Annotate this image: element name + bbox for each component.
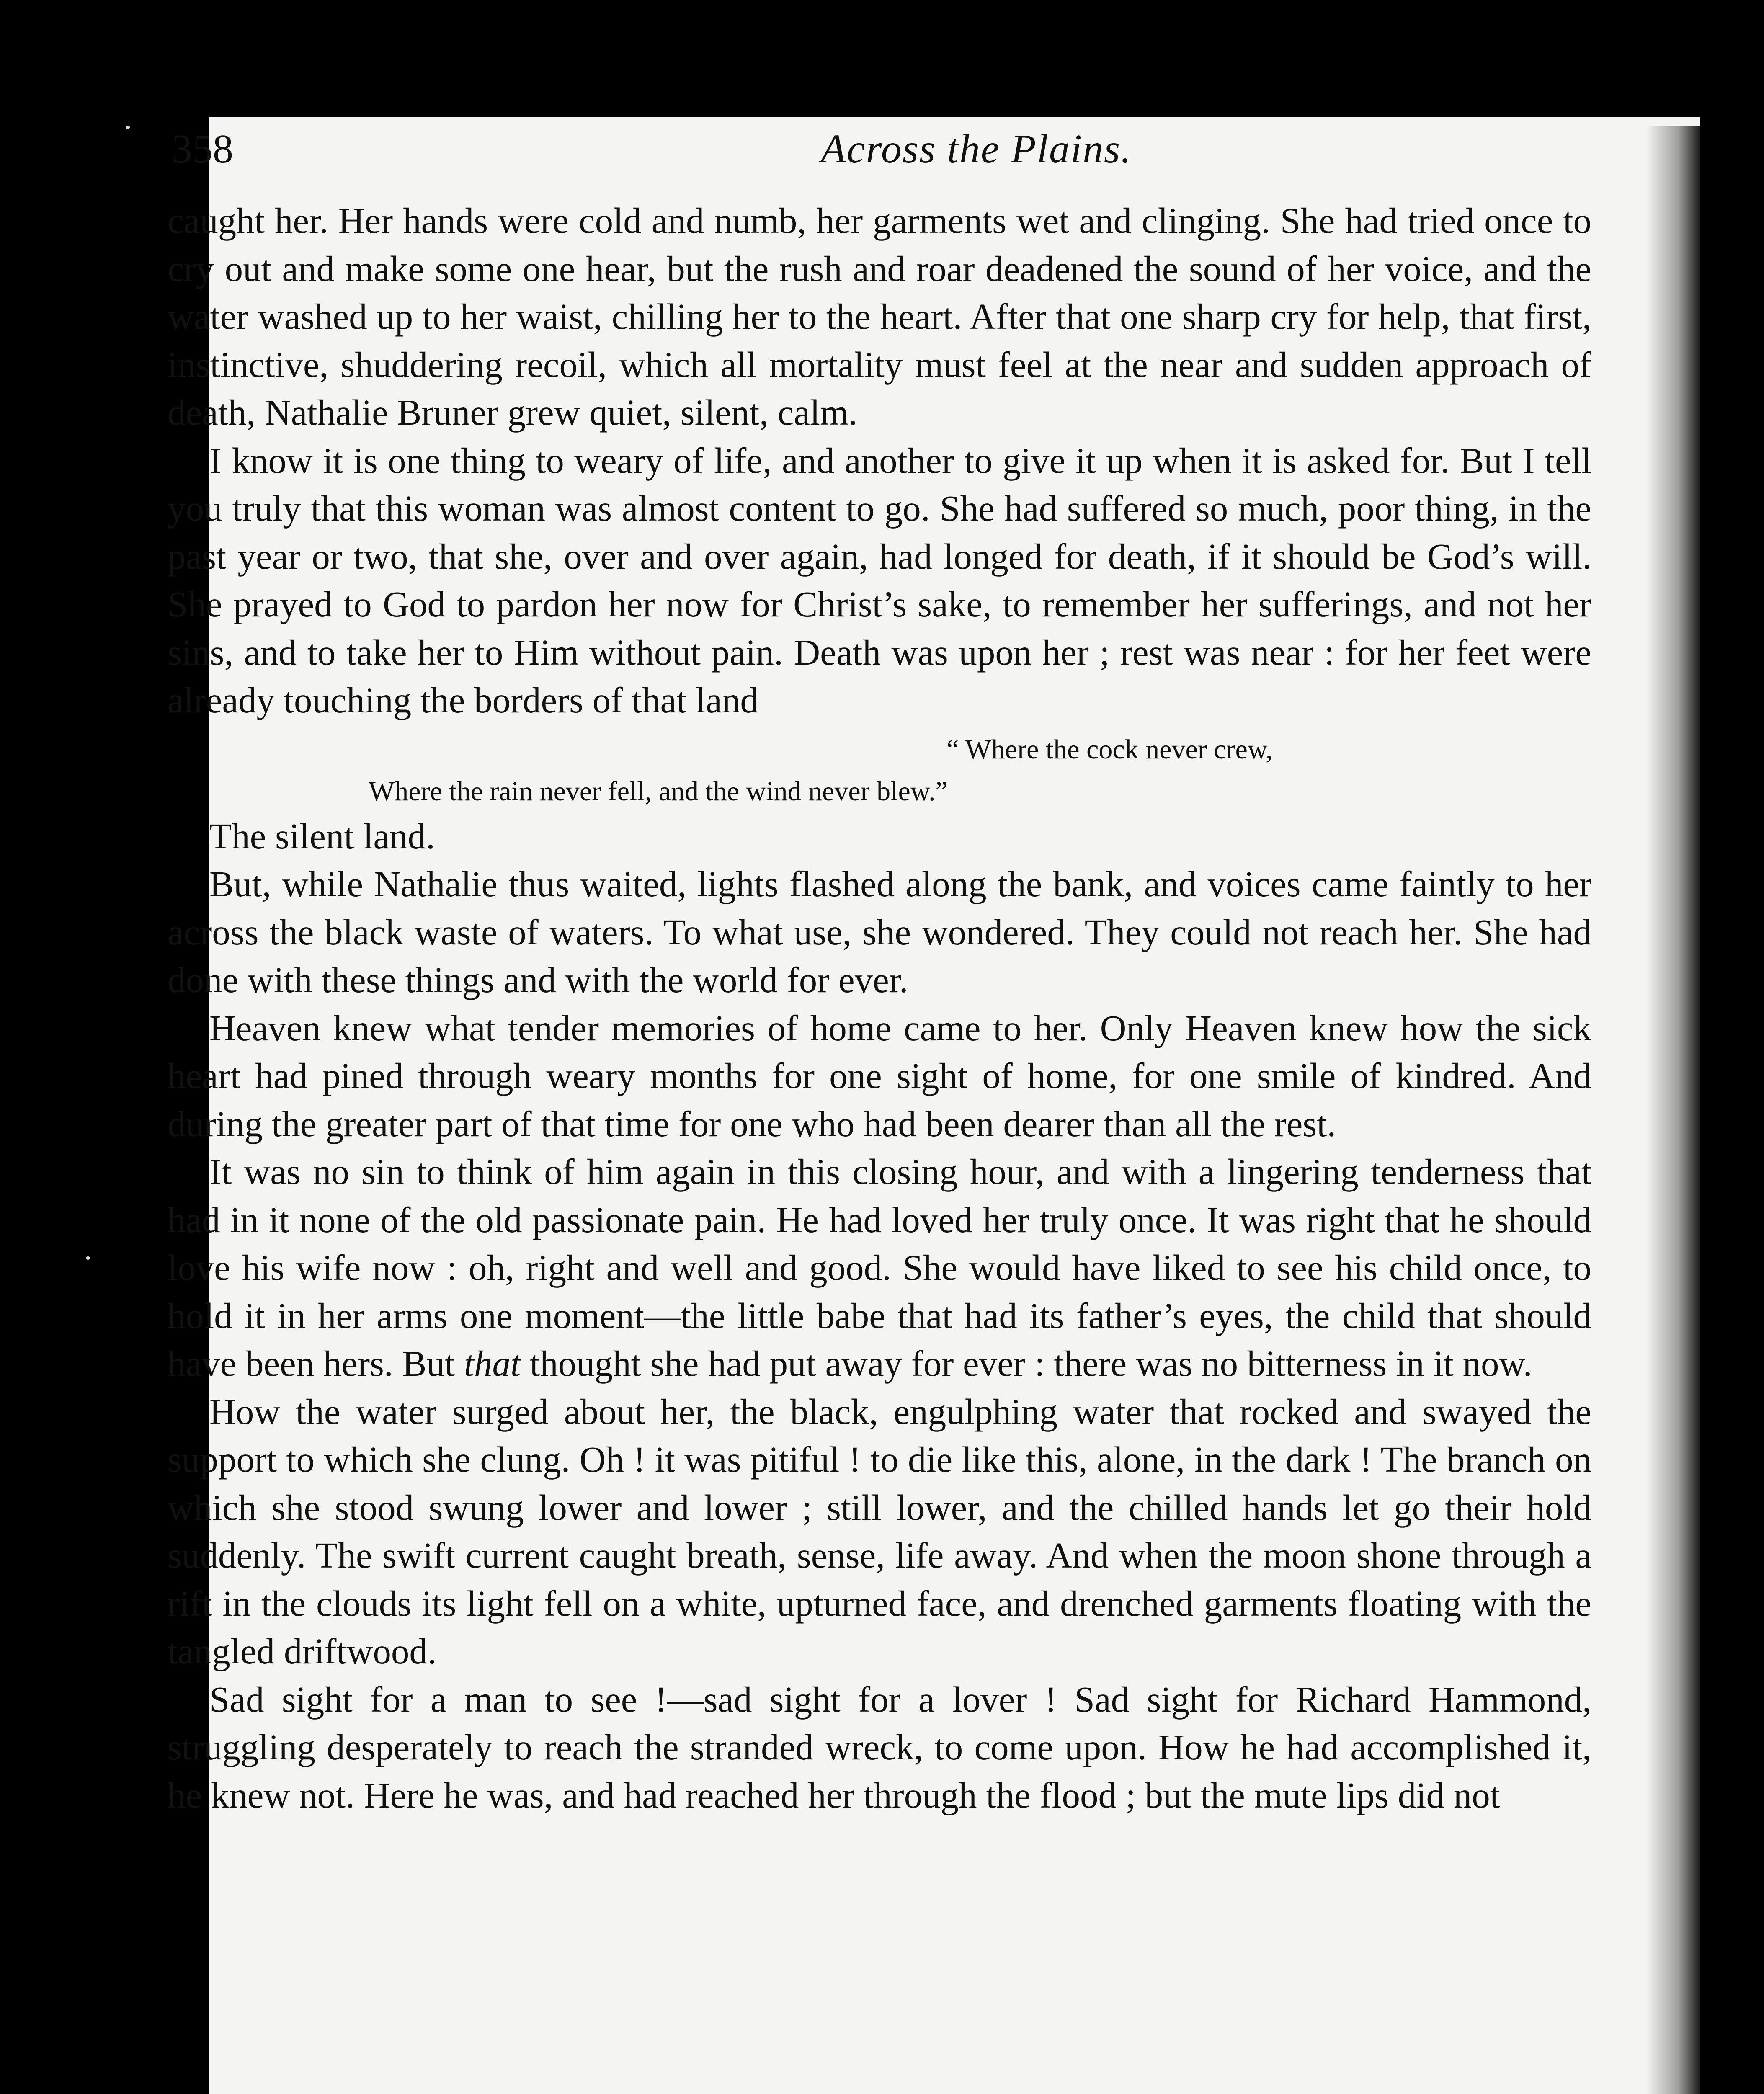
- paragraph: caught her. Her hands were cold and numb, her garments wet and clinging. She had tried once to cry out and make some one hear, but the rush and roar deadened the sound of her voice, and the water washed up to her waist, chilling her to the heart. After that one sharp cry for help, that first, instinctive, shuddering recoil, which all mortality must feel at the near and sudden approach of death, Nathalie Bruner grew quiet, silent, calm.: [168, 200, 1591, 433]
- running-title: Across the Plains.: [821, 126, 1132, 172]
- italic-emphasis: that: [464, 1343, 521, 1384]
- paragraph: The silent land.: [209, 815, 435, 856]
- body-text: [168, 197, 1591, 1819]
- paragraph: I know it is one thing to weary of life, and another to give it up when it is asked for. But I tell you truly that this woman was almost content to go. She had suffered so much, poor thing, in the past year or two, that she, over and over again, had longed for death, if it should be God’s will. She prayed to God to pardon her now for Christ’s sake, to remember her sufferings, and not her sins, and to take her to Him without pain. Death was upon her ; rest was near : for her feet were already touching the borders of that land: [168, 440, 1591, 720]
- binding-shadow: [1646, 126, 1705, 2094]
- verse-quote: [168, 729, 1591, 812]
- paragraph: Heaven knew what tender memories of home came to her. Only Heaven knew how the sick heart had pined through weary months for one sight of home, for one smile of kindred. And during the greater part of that time for one who had been dearer than all the rest.: [168, 1007, 1591, 1144]
- paragraph-text: thought she had put away for ever : there was no bitterness in it now.: [521, 1343, 1532, 1384]
- paragraph: How the water surged about her, the black, engulphing water that rocked and swayed the support to which she clung. Oh ! it was pitiful ! to die like this, alone, in the dark ! The branch on which she stood swung lower and lower ; still lower, and the chilled hands let go their hold suddenly. The swift current caught breath, sense, life away. And when the moon shone through a rift in the clouds its light fell on a white, upturned face, and drenched garments floating with the tangled driftwood.: [168, 1391, 1591, 1671]
- verse-line: Where the rain never fell, and the wind never blew.”: [369, 776, 948, 807]
- scan-speck: [126, 126, 130, 129]
- verse-line: “ Where the cock never crew,: [946, 734, 1273, 765]
- paragraph: Sad sight for a man to see !—sad sight for a lover ! Sad sight for Richard Hammond, struggling desperately to reach the stranded wreck, to come upon. How he had accomplished it, he knew not. Here he was, and had reached her through the flood ; but the mute lips did not: [168, 1679, 1591, 1815]
- page-number: 358: [172, 126, 233, 172]
- page-header: [172, 126, 1596, 184]
- scan-speck: [86, 1256, 90, 1260]
- paragraph-text: It was no sin to think of him again in this closing hour, and with a lingering tenderness that had in it none of the old passionate pain. He had loved her truly once. It was right that he should love his wife now : oh, right and well and good. She would have liked to see his child once, to hold it in her arms one moment—the little babe that had its father’s eyes, the child that should have been hers. But: [168, 1151, 1591, 1384]
- paragraph: [168, 1148, 1591, 1388]
- paragraph: But, while Nathalie thus waited, lights flashed along the bank, and voices came faintly to her across the black waste of waters. To what use, she wondered. They could not reach her. She had done with these things and with the world for ever.: [168, 864, 1591, 1000]
